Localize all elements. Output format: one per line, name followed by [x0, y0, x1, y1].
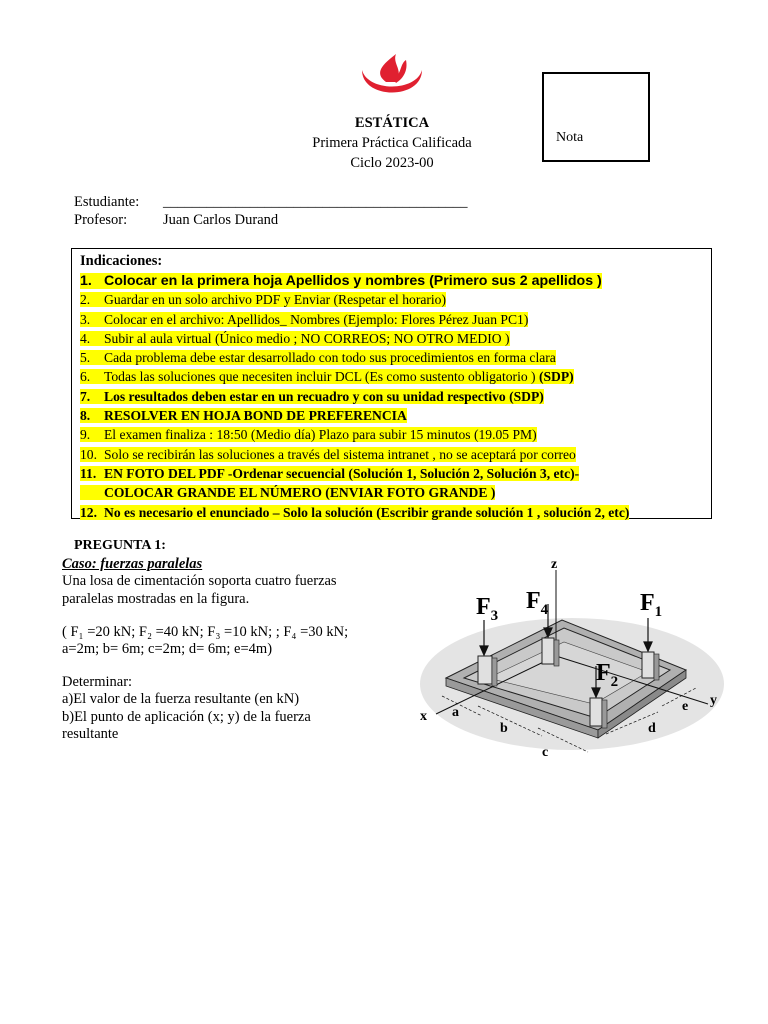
dimension-e: e: [682, 699, 689, 714]
dimension-c: c: [542, 745, 549, 760]
dimension-b: b: [500, 721, 508, 736]
list-item: 3. Colocar en el archivo: Apellidos_ Nombres (Ejemplo: Flores Pérez Juan PC1): [80, 311, 529, 327]
column-f4: [542, 638, 559, 666]
list-item: 2. Guardar en un solo archivo PDF y Enviar (Respetar el horario): [80, 292, 447, 308]
professor-name: Juan Carlos Durand: [163, 212, 279, 228]
column-f2: [590, 698, 607, 728]
instructions-box: [71, 248, 712, 519]
part-b: b)El punto de aplicación (x; y) de la fuerza: [62, 709, 311, 725]
y-axis-label: y: [710, 693, 717, 708]
university-logo: [356, 52, 428, 114]
list-item: 8. RESOLVER EN HOJA BOND DE PREFERENCIA: [80, 408, 407, 424]
list-item: 7. Los resultados deben estar en un recuadro y con su unidad respectivo (SDP): [80, 388, 544, 404]
question-case: Caso: fuerzas paralelas: [62, 556, 203, 572]
x-axis-label: x: [420, 709, 427, 724]
list-item: 11. EN FOTO DEL PDF -Ordenar secuencial (Solución 1, Solución 2, Solución 3, etc)-: [80, 465, 580, 481]
grade-label: Nota: [556, 130, 584, 145]
list-item: 12. No es necesario el enunciado – Solo la solución (Escribir grande solución 1 , solución 2, etc): [80, 504, 630, 520]
list-item: 9. El examen finaliza : 18:50 (Medio día) Plazo para subir 15 minutos (19.05 PM): [80, 427, 537, 443]
instructions-list: [80, 271, 629, 522]
force-label-f3: $F_3$: [476, 594, 499, 624]
column-f3: [478, 656, 497, 686]
question-values: a=2m; b= 6m; c=2m; d= 6m; e=4m): [62, 641, 273, 657]
list-item: 10. Solo se recibirán las soluciones a través del sistema intranet , no se aceptará por correo: [80, 446, 576, 462]
course-title: ESTÁTICA: [354, 115, 430, 131]
part-b-cont: resultante: [62, 726, 119, 742]
part-a: a)El valor de la fuerza resultante (en kN): [62, 691, 300, 707]
question-text: Una losa de cimentación soporta cuatro fuerzas: [62, 573, 337, 589]
professor-label: Profesor:: [74, 212, 128, 228]
dimension-a: a: [452, 705, 459, 720]
determine-label: Determinar:: [62, 674, 133, 690]
question-values: ( F₁ =20 kN; F₂ =40 kN; F₃ =10 kN; ; F₄ =30 kN;: [62, 624, 349, 640]
force-label-f2: $F_2$: [596, 660, 619, 690]
slab-figure: [412, 556, 732, 762]
student-label: Estudiante:: [74, 194, 140, 210]
force-label-f4: $F_4$: [526, 588, 549, 618]
student-field[interactable]: __________________________________________: [163, 194, 468, 210]
list-item: COLOCAR GRANDE EL NÚMERO (ENVIAR FOTO GRANDE ): [80, 483, 629, 502]
force-label-f1: $F_1$: [640, 590, 663, 620]
column-f1: [642, 652, 659, 680]
list-item: 6. Todas las soluciones que necesiten incluir DCL (Es como sustento obligatorio ) (SDP): [80, 369, 574, 385]
list-item: 5. Cada problema debe estar desarrollado con todo sus procedimientos en forma clara: [80, 350, 556, 366]
question-text: paralelas mostradas en la figura.: [62, 591, 250, 607]
exam-title: Primera Práctica Calificada: [312, 135, 472, 151]
question-heading: PREGUNTA 1:: [74, 538, 166, 553]
list-item: 1. Colocar en la primera hoja Apellidos y nombres (Primero sus 2 apellidos ): [80, 273, 602, 289]
list-item: 4. Subir al aula virtual (Único medio ; NO CORREOS; NO OTRO MEDIO ): [80, 330, 510, 346]
dimension-d: d: [648, 721, 656, 736]
cycle-label: Ciclo 2023-00: [350, 155, 434, 171]
grade-box: [542, 72, 650, 162]
instructions-title: Indicaciones:: [80, 253, 163, 269]
z-axis-label: z: [551, 557, 558, 572]
